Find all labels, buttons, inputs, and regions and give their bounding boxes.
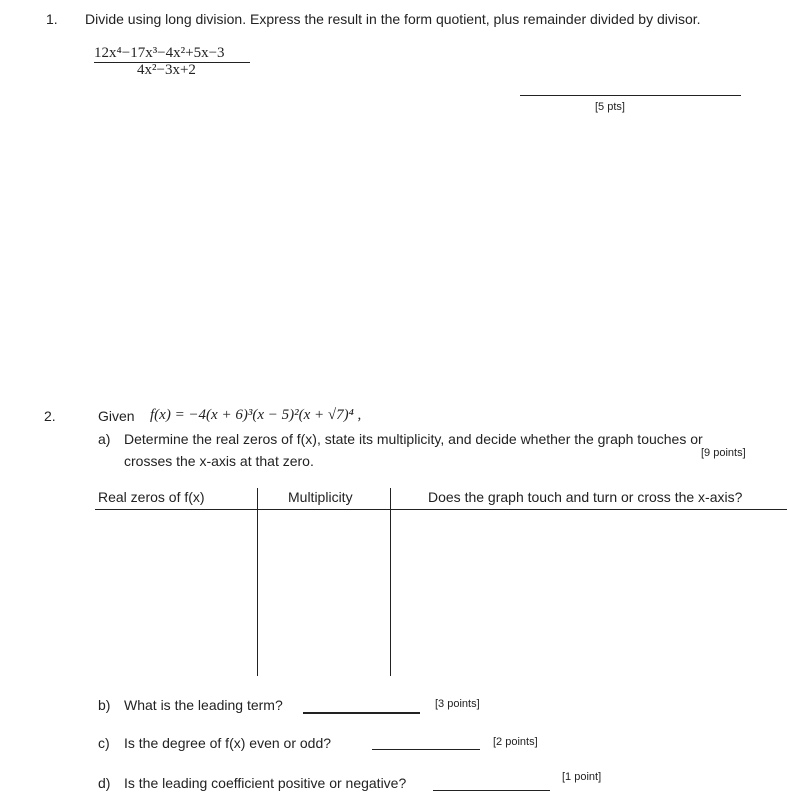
q1-points: [5 pts] [595,101,625,113]
q2-given-label: Given [98,408,135,424]
part-c-answer-line[interactable] [372,749,480,750]
table-header-rule [95,509,787,510]
table-divider-2 [390,488,391,676]
q2-function: f(x) = −4(x + 6)³(x − 5)²(x + √7)⁴ , [150,407,362,423]
part-a-line2: crosses the x-axis at that zero. [124,453,314,469]
part-d-label: d) [98,775,111,791]
part-d-points: [1 point] [562,771,602,783]
table-header-multiplicity: Multiplicity [288,489,353,505]
part-c-points: [2 points] [493,736,538,748]
q1-instruction: Divide using long division. Express the result in the form quotient, plus remainder divided by divisor. [85,11,701,27]
part-d-question: Is the leading coefficient positive or negative? [124,775,407,791]
part-b-question: What is the leading term? [124,697,283,713]
q1-denominator: 4x²−3x+2 [137,62,196,78]
part-a-points: [9 points] [701,447,746,459]
part-c-label: c) [98,735,110,751]
part-a-label: a) [98,431,111,447]
table-divider-1 [257,488,258,676]
q1-answer-line[interactable] [520,95,741,96]
part-a-line1: Determine the real zeros of f(x), state its multiplicity, and decide whether the graph touches or [124,431,703,447]
part-c-question: Is the degree of f(x) even or odd? [124,735,332,751]
part-b-answer-line[interactable] [303,712,420,714]
part-b-points: [3 points] [435,698,480,710]
table-header-touch-cross: Does the graph touch and turn or cross the x-axis? [428,489,743,505]
q1-number: 1. [46,11,58,27]
q1-numerator: 12x⁴−17x³−4x²+5x−3 [94,45,225,61]
table-header-zeros: Real zeros of f(x) [98,489,205,505]
part-b-label: b) [98,697,111,713]
q2-number: 2. [44,408,56,424]
part-d-answer-line[interactable] [433,790,550,791]
